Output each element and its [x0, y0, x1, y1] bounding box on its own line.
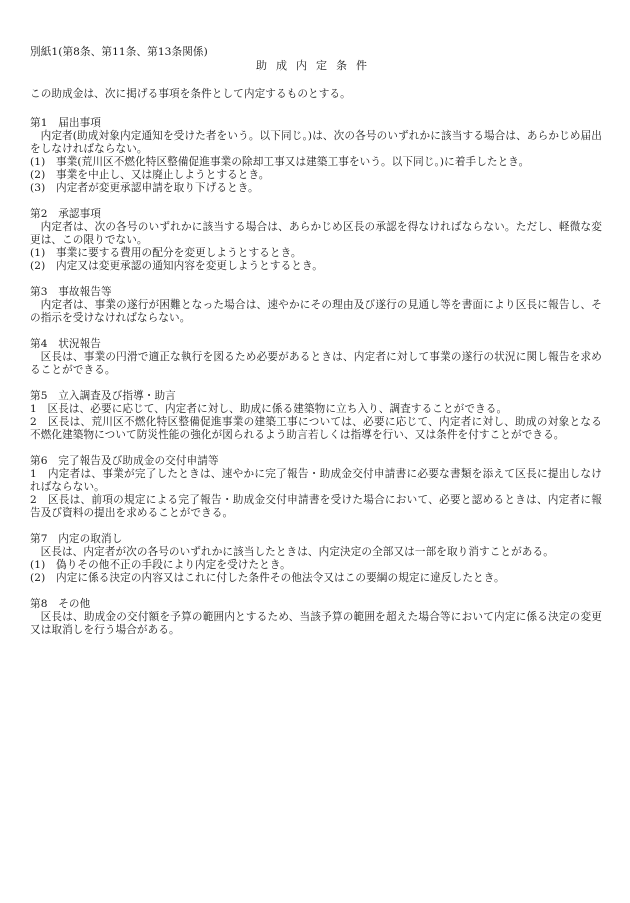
- section-heading: 第1 届出事項: [30, 117, 102, 129]
- item-number: (1): [30, 559, 46, 571]
- intro-paragraph: この助成金は、次に掲げる事項を条件として内定するものとする。: [30, 88, 351, 100]
- section-paragraph: 内定者(助成対象内定通知を受けた者をいう。以下同じ。)は、次の各号のいずれかに該当する場合は、あらかじめ届出をしなければならない。: [30, 130, 602, 155]
- list-item: [30, 247, 602, 260]
- section-paragraph: 区長は、内定者が次の各号のいずれかに該当したときは、内定決定の全部又は一部を取り消すことがある。: [40, 546, 554, 558]
- document-title: 助成内定条件: [256, 59, 376, 72]
- annex-label: 別紙1(第8条、第11条、第13条関係): [30, 46, 208, 58]
- item-text: 偽りその他不正の手段により内定を受けたとき。: [56, 559, 291, 571]
- section-status-report: [30, 338, 602, 377]
- list-item: [30, 182, 602, 195]
- item-text: 事業(荒川区不燃化特区整備促進事業の除却工事又は建築工事をいう。以下同じ。)に着手したとき。: [56, 156, 530, 168]
- item-number: (2): [30, 260, 46, 272]
- section-paragraph: 区長は、助成金の交付額を予算の範囲内とするため、当該予算の範囲を超えた場合等において内定に係る決定の変更又は取消しを行う場合がある。: [30, 611, 602, 636]
- item-text: 事業を中止し、又は廃止しようとするとき。: [56, 169, 270, 181]
- section-heading: 第7 内定の取消し: [30, 533, 123, 545]
- numbered-paragraph: 1 区長は、必要に応じて、内定者に対し、助成に係る建築物に立ち入り、調査することができる。: [30, 403, 508, 415]
- item-text: 事業に要する費用の配分を変更しようとするとき。: [56, 247, 302, 259]
- numbered-paragraph: 2 区長は、前項の規定による完了報告・助成金交付申請書を受けた場合において、必要と認めるときは、内定者に報告及び資料の提出を求めることができる。: [30, 494, 602, 519]
- section-cancellation: [30, 533, 602, 585]
- section-completion-report: [30, 455, 602, 520]
- list-item: [30, 260, 602, 273]
- list-item: [30, 156, 602, 169]
- item-text: 内定又は変更承認の通知内容を変更しようとするとき。: [56, 260, 323, 272]
- document-page: [30, 46, 602, 650]
- item-number: (1): [30, 247, 46, 259]
- section-heading: 第4 状況報告: [30, 338, 102, 350]
- section-heading: 第5 立入調査及び指導・助言: [30, 390, 176, 402]
- item-number: (2): [30, 169, 46, 181]
- numbered-paragraph: 1 内定者は、事業が完了したときは、速やかに完了報告・助成金交付申請書に必要な書類を添えて区長に提出しなければならない。: [30, 468, 602, 493]
- list-item: [30, 169, 602, 182]
- section-notification: [30, 117, 602, 195]
- section-heading: 第6 完了報告及び助成金の交付申請等: [30, 455, 219, 467]
- item-number: (1): [30, 156, 46, 168]
- item-number: (2): [30, 572, 46, 584]
- section-paragraph: 区長は、事業の円滑で適正な執行を図るため必要があるときは、内定者に対して事業の遂行の状況に関し報告を求めることができる。: [30, 351, 602, 376]
- section-heading: 第2 承認事項: [30, 208, 102, 220]
- section-other: [30, 598, 602, 637]
- section-incident-report: [30, 286, 602, 325]
- section-paragraph: 内定者は、事業の遂行が困難となった場合は、速やかにその理由及び遂行の見通し等を書面により区長に報告し、その指示を受けなければならない。: [30, 299, 602, 324]
- item-text: 内定に係る決定の内容又はこれに付した条件その他法令又はこの要綱の規定に違反したとき。: [56, 572, 505, 584]
- list-item: [30, 559, 602, 572]
- numbered-paragraph: 2 区長は、荒川区不燃化特区整備促進事業の建築工事については、必要に応じて、内定者に対し、助成の対象となる不燃化建築物について防災性能の強化が図られるよう助言若しくは指導を行い、又は条件を付すことができる。: [30, 416, 602, 441]
- item-number: (3): [30, 182, 46, 194]
- item-text: 内定者が変更承認申請を取り下げるとき。: [56, 182, 259, 194]
- section-paragraph: 内定者は、次の各号のいずれかに該当する場合は、あらかじめ区長の承認を得なければならない。ただし、軽微な変更は、この限りでない。: [30, 221, 602, 246]
- section-heading: 第3 事故報告等: [30, 286, 112, 298]
- list-item: [30, 572, 602, 585]
- section-heading: 第8 その他: [30, 598, 91, 610]
- section-inspection: [30, 390, 602, 442]
- section-approval: [30, 208, 602, 273]
